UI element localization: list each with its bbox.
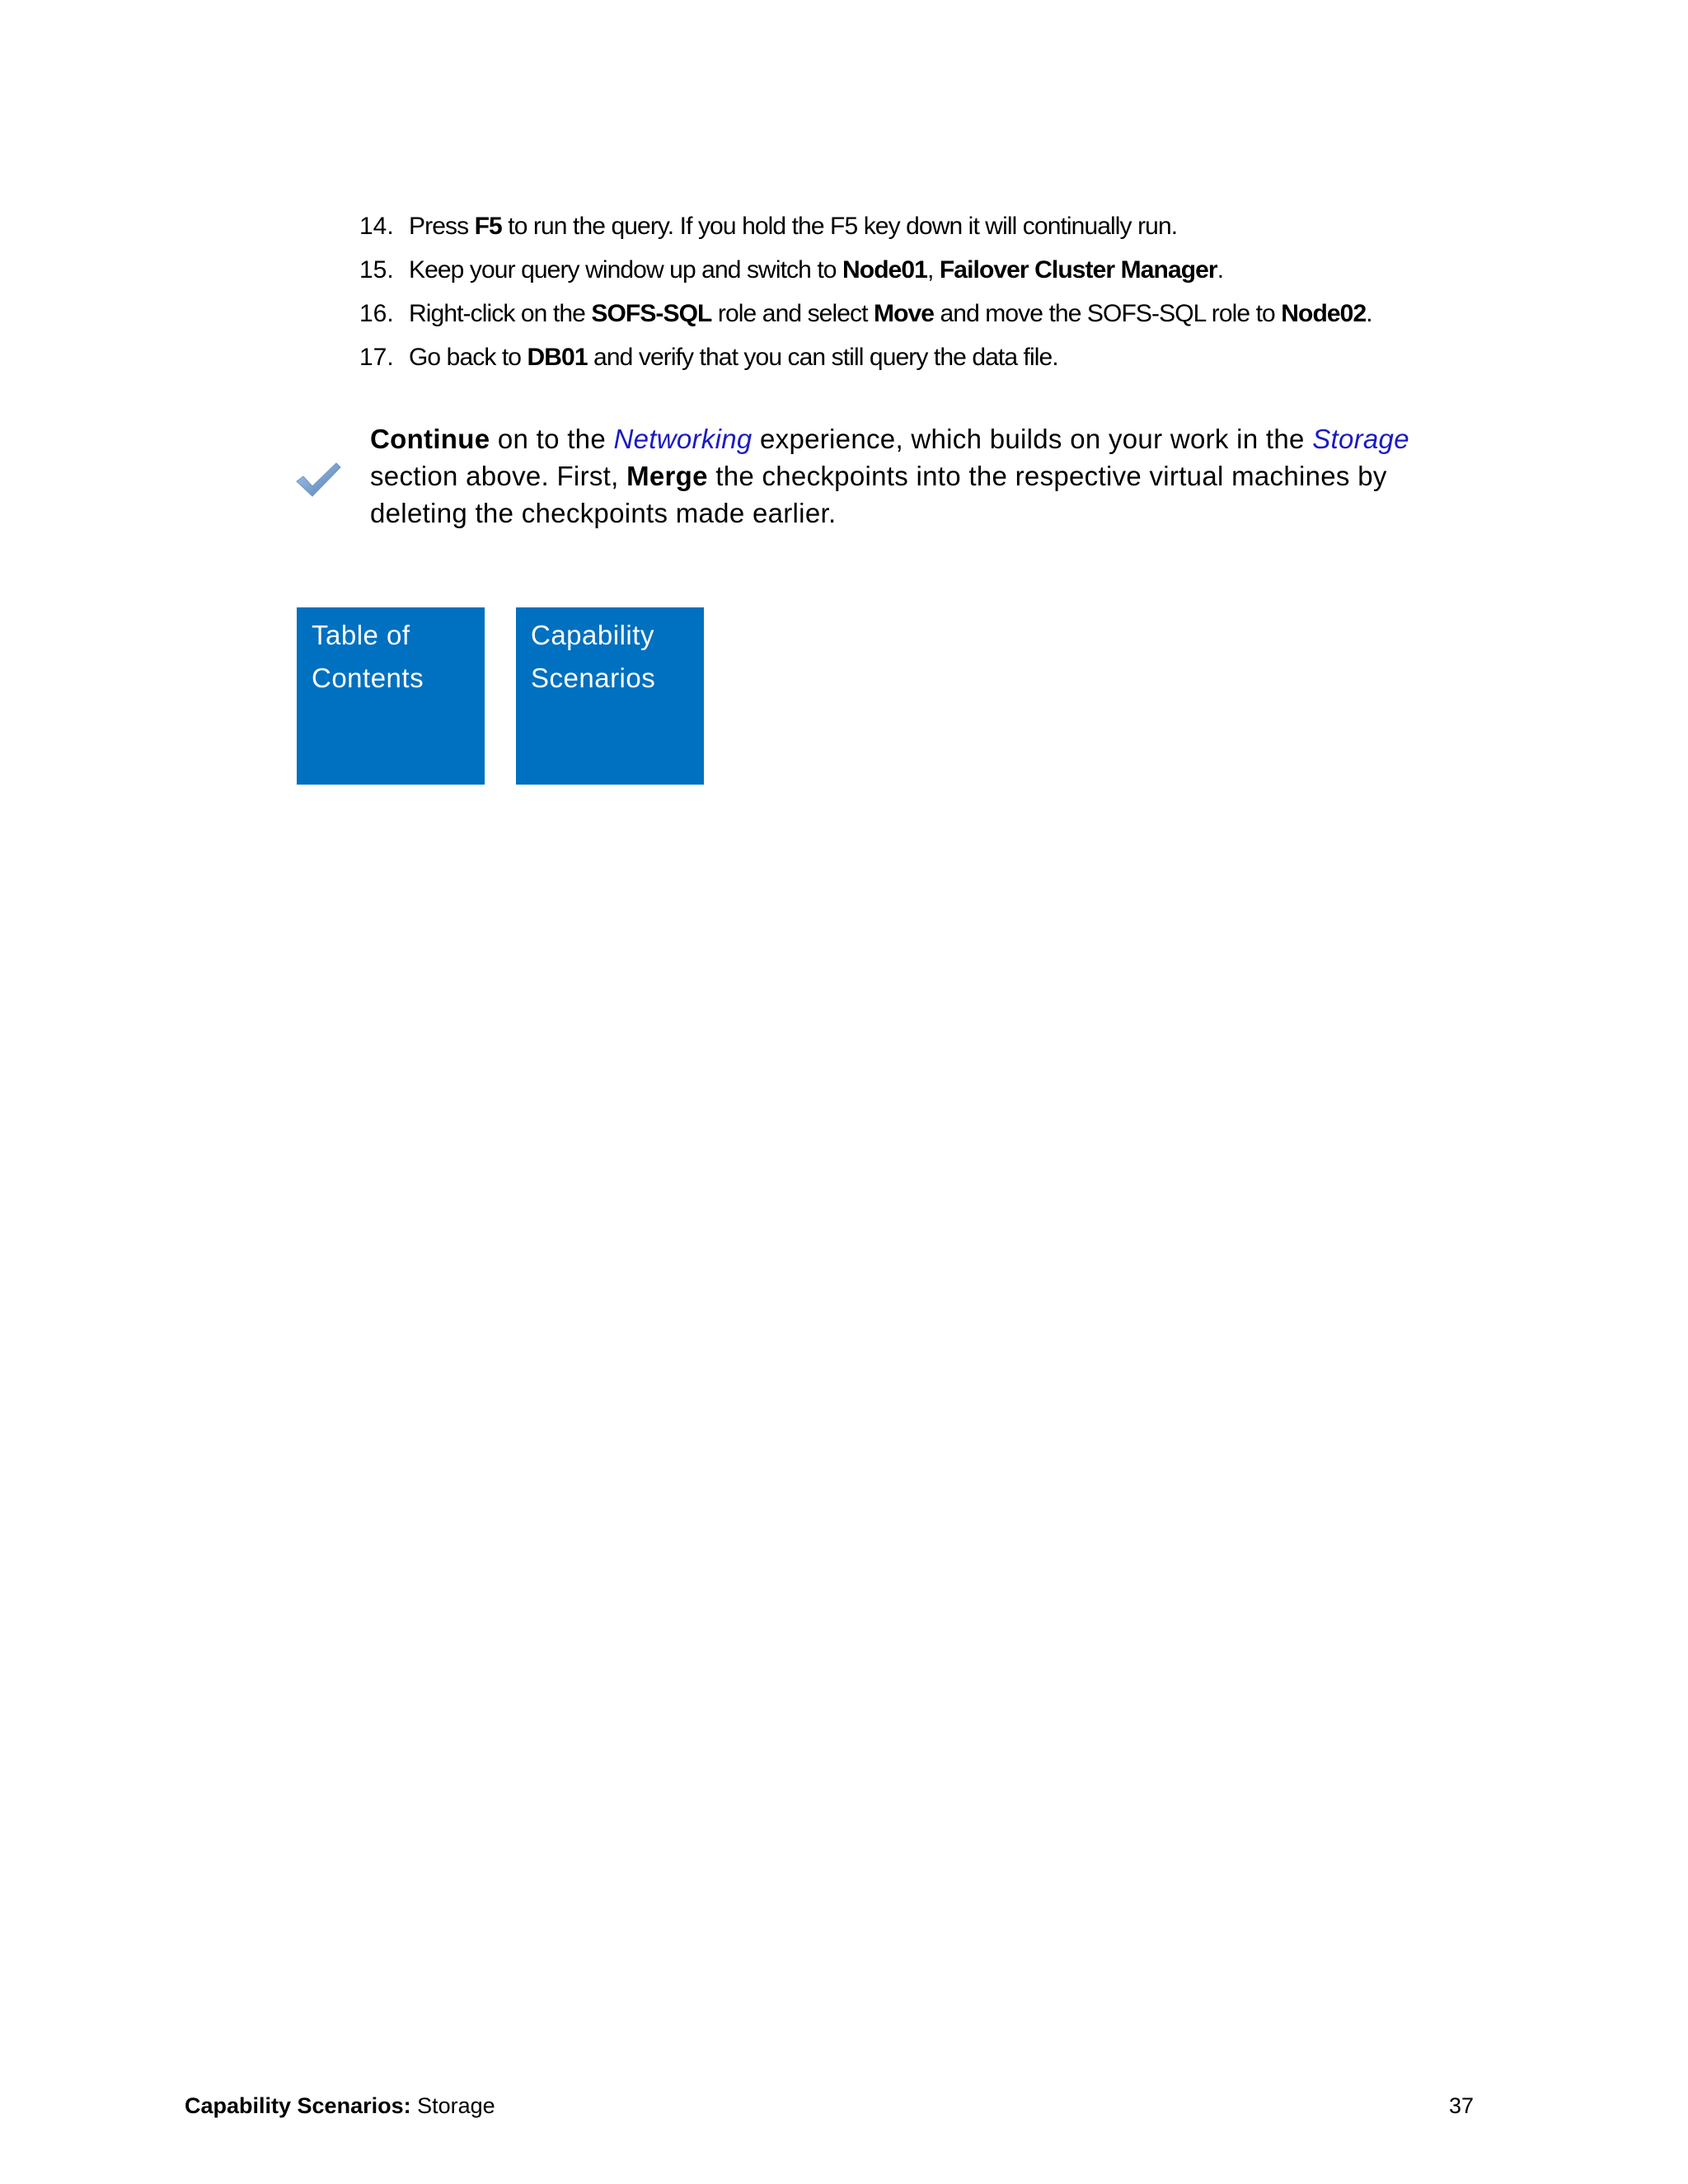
step-text-run: .	[1366, 299, 1372, 327]
step-number: 15.	[359, 255, 394, 284]
procedure-steps	[359, 204, 1513, 379]
step-text-bold: Move	[873, 299, 935, 327]
note-text-b: experience, which builds on your work in the	[752, 424, 1313, 454]
step-item	[359, 335, 1513, 379]
page-number: 37	[1449, 2093, 1475, 2118]
footer-section-bold: Capability Scenarios:	[185, 2093, 411, 2118]
continue-bold: Continue	[370, 424, 490, 454]
table-of-contents-button[interactable]	[297, 607, 485, 785]
note-text-d: the checkpoints into the respective virtual machines by deleting the checkpoints made earlier.	[370, 461, 1387, 528]
step-number: 17.	[359, 343, 394, 371]
step-text-bold: SOFS-SQL	[591, 299, 712, 327]
step-text	[409, 344, 1058, 372]
step-text-run: role and select	[711, 299, 874, 327]
step-text-run: and verify that you can still query the data file.	[587, 343, 1058, 371]
step-text-run: to run the query. If you hold the F5 key down it will continually run.	[501, 212, 1178, 240]
step-text-run: .	[1217, 255, 1224, 284]
step-text-run: Keep your query window up and switch to	[409, 255, 842, 284]
note-text-a: on to the	[490, 424, 614, 454]
step-item	[359, 204, 1513, 248]
step-text-run: and move the SOFS-SQL role to	[934, 299, 1282, 327]
step-text-run: ,	[926, 255, 940, 284]
note-text-c: section above. First,	[370, 461, 627, 491]
capability-scenarios-button[interactable]	[516, 607, 704, 785]
step-text-bold: Node01	[842, 255, 927, 284]
step-number: 14.	[359, 212, 394, 240]
step-item	[359, 292, 1513, 335]
continue-note	[295, 420, 1465, 585]
continue-paragraph	[370, 420, 1466, 532]
toc-label-line1: Table of	[312, 620, 410, 650]
cap-label-line1: Capability	[531, 620, 654, 650]
step-number: 16.	[359, 299, 394, 327]
step-text-bold: DB01	[527, 343, 588, 371]
step-text	[409, 300, 1372, 328]
storage-link[interactable]: Storage	[1312, 424, 1409, 454]
networking-link[interactable]: Networking	[613, 424, 753, 454]
step-item	[359, 248, 1513, 292]
footer-section-name: Storage	[410, 2093, 495, 2118]
step-text-run: Press	[409, 212, 475, 240]
toc-label-line2: Contents	[312, 663, 424, 693]
step-text-bold: Node02	[1281, 299, 1367, 327]
step-text	[409, 213, 1177, 241]
merge-bold: Merge	[626, 461, 708, 491]
step-text-bold: F5	[474, 212, 502, 240]
step-text-run: Go back to	[409, 343, 528, 371]
cap-label-line2: Scenarios	[531, 663, 656, 693]
step-text-run: Right-click on the	[409, 299, 592, 327]
footer-section	[185, 2093, 495, 2119]
step-text-bold: Failover Cluster Manager	[939, 255, 1217, 284]
checkmark-icon	[295, 462, 341, 498]
step-text	[409, 256, 1223, 284]
